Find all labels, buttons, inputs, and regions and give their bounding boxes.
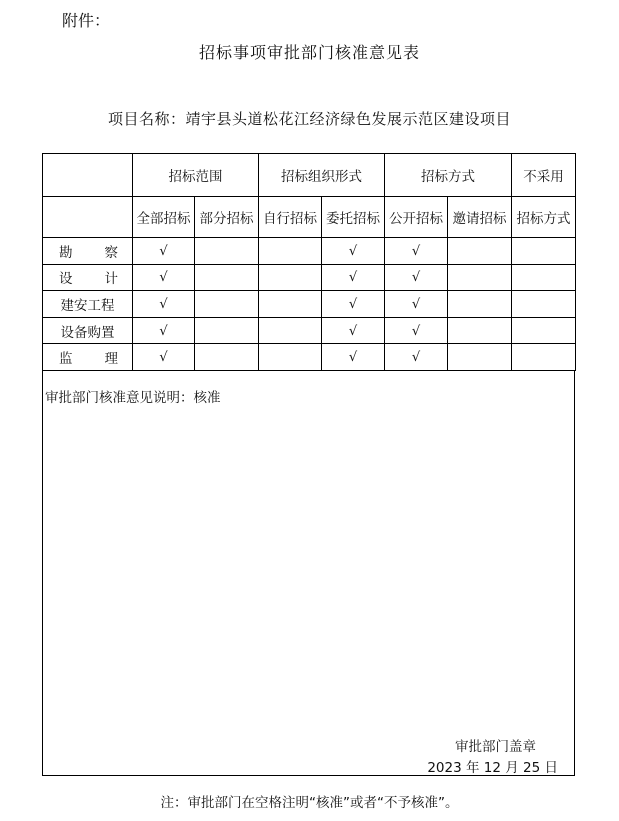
group-header-not-adopted: 不采用: [512, 154, 576, 197]
approval-opinion: 审批部门核准意见说明：核准: [45, 390, 221, 406]
group-header-method: 招标方式: [385, 154, 512, 197]
table-row: [43, 238, 576, 265]
check-mark-icon: √: [411, 323, 421, 339]
row-label: [43, 264, 133, 291]
group-header-organization: 招标组织形式: [259, 154, 385, 197]
check-cell: [195, 238, 259, 265]
sub-header-open-tender: 公开招标: [385, 197, 448, 238]
check-cell: [385, 291, 448, 318]
check-cell: [448, 238, 512, 265]
check-cell: [385, 238, 448, 265]
form-title: 招标事项审批部门核准意见表: [198, 43, 420, 62]
check-cell: [322, 238, 385, 265]
row-label-char: 计: [104, 271, 118, 288]
check-cell: [322, 317, 385, 344]
check-mark-icon: √: [159, 296, 168, 312]
check-cell: [259, 344, 322, 371]
check-cell: [133, 344, 195, 371]
row-label-char: 察: [104, 244, 118, 261]
group-header-scope: 招标范围: [133, 154, 259, 197]
check-cell: [195, 317, 259, 344]
project-name: 项目名称：靖宇县头道松花江经济绿色发展示范区建设项目: [107, 110, 511, 128]
table-row: [43, 317, 576, 344]
sub-header-entrusted-tender: 委托招标: [322, 197, 385, 238]
check-cell: [448, 291, 512, 318]
check-mark-icon: √: [159, 270, 168, 286]
check-cell: [448, 264, 512, 291]
check-mark-icon: √: [411, 350, 421, 366]
check-mark-icon: √: [348, 323, 358, 339]
row-label: [43, 344, 133, 371]
check-cell: [322, 344, 385, 371]
check-cell: [512, 291, 576, 318]
check-mark-icon: √: [348, 243, 358, 259]
check-mark-icon: √: [159, 243, 168, 259]
footnote: 注：审批部门在空格注明“核准”或者“不予核准”。: [160, 795, 459, 811]
check-mark-icon: √: [159, 350, 168, 366]
check-cell: [512, 238, 576, 265]
check-cell: [195, 264, 259, 291]
check-cell: [512, 344, 576, 371]
table-row: [43, 264, 576, 291]
check-cell: [195, 344, 259, 371]
check-cell: [385, 344, 448, 371]
row-label: 建安工程: [43, 291, 133, 318]
approval-date: 2023 年 12 月 25 日: [427, 760, 558, 776]
row-label: [43, 238, 133, 265]
row-label-char: 监: [59, 351, 73, 368]
row-label-char: 勘: [59, 244, 73, 261]
check-cell: [259, 291, 322, 318]
check-mark-icon: √: [411, 296, 421, 312]
row-label-char: 理: [104, 351, 118, 368]
sub-header-full-tender: 全部招标: [133, 197, 195, 238]
check-cell: [322, 264, 385, 291]
row-label-char: 设: [59, 271, 73, 288]
table-row: [43, 291, 576, 318]
check-cell: [512, 317, 576, 344]
check-cell: [448, 344, 512, 371]
check-mark-icon: √: [348, 270, 358, 286]
check-mark-icon: √: [411, 243, 421, 259]
check-mark-icon: √: [348, 350, 358, 366]
check-cell: [133, 291, 195, 318]
corner-cell: [43, 154, 133, 197]
check-cell: [133, 317, 195, 344]
approval-table: [42, 153, 576, 371]
check-cell: [133, 238, 195, 265]
row-label: 设备购置: [43, 317, 133, 344]
sub-header-invited-tender: 邀请招标: [448, 197, 512, 238]
attachment-label: 附件：: [62, 11, 111, 30]
check-cell: [259, 238, 322, 265]
department-stamp: 审批部门盖章: [455, 739, 536, 755]
table-row: [43, 344, 576, 371]
check-cell: [448, 317, 512, 344]
corner-cell-lower: [43, 197, 133, 238]
check-cell: [133, 264, 195, 291]
check-cell: [259, 317, 322, 344]
opinion-section: [42, 370, 575, 776]
check-cell: [195, 291, 259, 318]
check-cell: [259, 264, 322, 291]
check-cell: [512, 264, 576, 291]
check-cell: [385, 264, 448, 291]
sub-header-tender-method: 招标方式: [512, 197, 576, 238]
sub-header-self-tender: 自行招标: [259, 197, 322, 238]
check-mark-icon: √: [411, 270, 421, 286]
check-cell: [385, 317, 448, 344]
check-mark-icon: √: [159, 323, 168, 339]
sub-header-partial-tender: 部分招标: [195, 197, 259, 238]
check-mark-icon: √: [348, 296, 358, 312]
check-cell: [322, 291, 385, 318]
